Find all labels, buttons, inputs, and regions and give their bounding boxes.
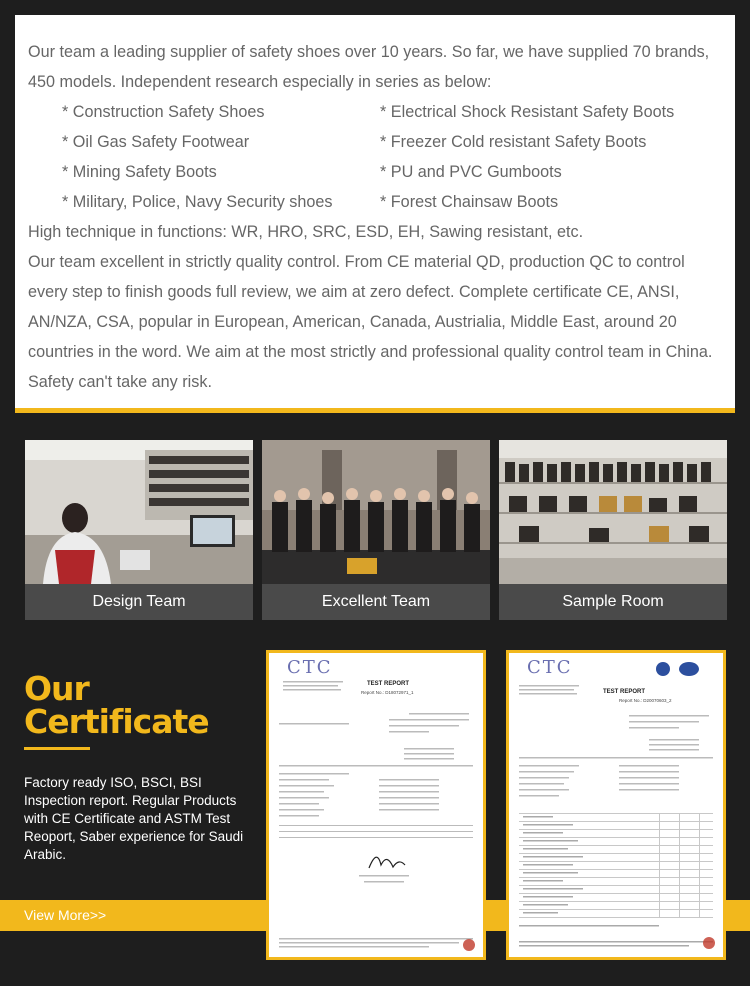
series-item: * PU and PVC Gumboots	[380, 163, 562, 181]
heading-underline	[24, 747, 90, 750]
intro-card	[15, 15, 735, 413]
series-item: * Construction Safety Shoes	[62, 103, 265, 121]
test-report-document[interactable]	[506, 650, 726, 960]
team-caption: Excellent Team	[262, 584, 490, 620]
team-caption: Design Team	[25, 584, 253, 620]
series-item: * Oil Gas Safety Footwear	[62, 133, 250, 151]
technique-paragraph: High technique in functions: WR, HRO, SRC, ESD, EH, Sawing resistant, etc.	[28, 223, 584, 241]
report-number: Report No.: D18072971_1	[361, 690, 414, 695]
report-title: TEST REPORT	[367, 681, 410, 687]
excellent-team-photo	[262, 440, 490, 584]
series-list	[28, 97, 728, 217]
design-team-photo	[25, 440, 253, 584]
safety-paragraph: Safety can't take any risk.	[28, 373, 212, 391]
report-body-lines	[509, 653, 723, 957]
quality-paragraph: Our team excellent in strictly quality control. From CE material QD, production QC to control every step to finish goods full review, we aim at zero defect. Complete certificate CE, ANSI, AN/NZA, CSA, popular in European, American, Canada, Austrialia, Middle East, around 20 countries in the word. We aim at the most strictly and professional quality control team in China.	[28, 253, 713, 361]
report-body-lines	[269, 653, 483, 957]
excellent-team-card[interactable]	[262, 440, 490, 620]
certificate-heading-line1: Our	[24, 669, 89, 708]
series-item: * Freezer Cold resistant Safety Boots	[380, 133, 647, 151]
certificate-heading-line2: Certificate	[24, 702, 209, 741]
series-item: * Forest Chainsaw Boots	[380, 193, 559, 211]
sample-room-card[interactable]	[499, 440, 727, 620]
view-more-link[interactable]: View More>>	[24, 907, 107, 923]
intro-paragraph: Our team a leading supplier of safety shoes over 10 years. So far, we have supplied 70 brands, 450 models. Independent research especially in series as below:	[28, 43, 710, 91]
report-title: TEST REPORT	[603, 689, 646, 695]
team-caption: Sample Room	[499, 584, 727, 620]
ctc-logo: CTC	[287, 657, 333, 678]
sample-room-photo	[499, 440, 727, 584]
ctc-logo: CTC	[527, 657, 573, 678]
certificate-heading	[24, 669, 209, 741]
report-number: Report No.: D20070603_2	[619, 698, 672, 703]
design-team-card[interactable]	[25, 440, 253, 620]
certificate-description: Factory ready ISO, BSCI, BSI Inspection report. Regular Products with CE Certificate and ASTM Test Reoport, Saber experience for Saudi Arabic.	[24, 775, 244, 862]
intro-text	[28, 37, 728, 397]
series-item: * Mining Safety Boots	[62, 163, 217, 181]
series-item: * Military, Police, Navy Security shoes	[62, 193, 333, 211]
test-report-document[interactable]	[266, 650, 486, 960]
series-item: * Electrical Shock Resistant Safety Boots	[380, 103, 675, 121]
